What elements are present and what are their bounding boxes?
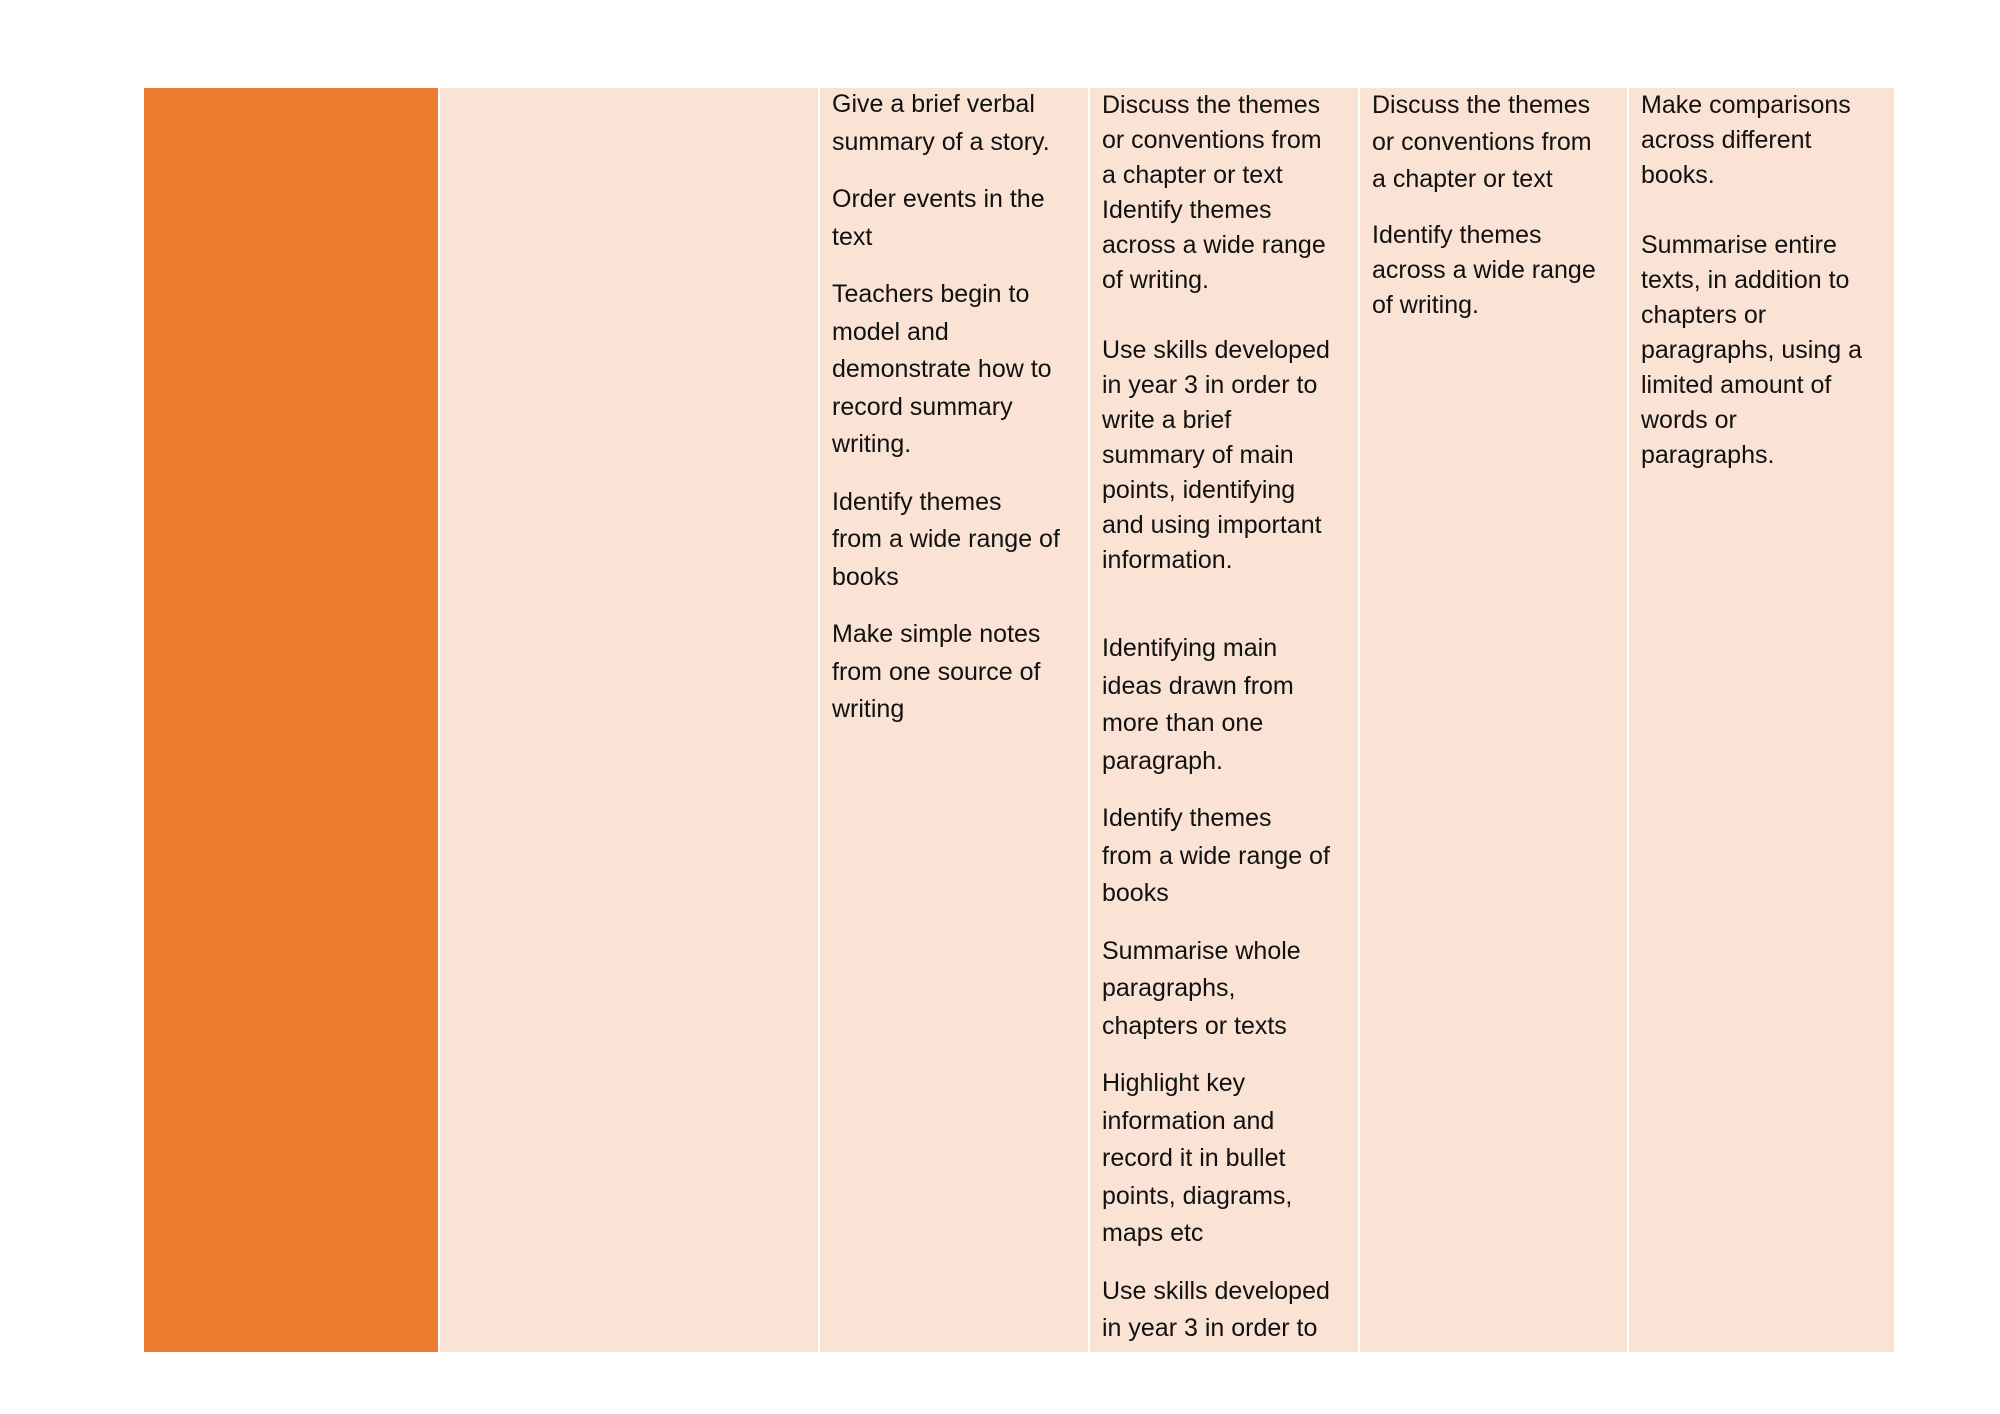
year-3-cell [818,88,1088,1352]
col4-item-1: Discuss the themes or conventions from a chapter or text Identify themes across a wide range of writing. [1102,91,1326,294]
col6-item-1: Make comparisons across different books. [1641,91,1851,189]
col4-item-4: Identify themes from a wide range of books [1102,804,1330,907]
col5-item-2: Identify themes across a wide range of writing. [1372,221,1596,319]
col3-item-1: Give a brief verbal summary of a story. [832,90,1050,156]
year-5-cell [1358,88,1627,1352]
col4-item-5: Summarise whole paragraphs, chapters or texts [1102,936,1301,1040]
curriculum-table [144,88,1894,1352]
empty-cell [438,88,818,1352]
col4-item-3: Identifying main ideas drawn from more than one paragraph. [1102,634,1294,775]
col5-item-1: Discuss the themes or conventions from a chapter or text [1372,91,1592,193]
col4-item-6: Highlight key information and record it in bullet points, diagrams, maps etc [1102,1069,1293,1247]
year-6-cell [1627,88,1894,1352]
col3-item-5: Make simple notes from one source of writing [832,620,1041,723]
row-header-cell [144,88,438,1352]
col4-item-2: Use skills developed in year 3 in order to write a brief summary of main points, identifying and using important information. [1102,336,1330,574]
col3-item-4: Identify themes from a wide range of books [832,487,1060,591]
col3-item-3: Teachers begin to model and demonstrate how to record summary writing. [832,280,1052,458]
col4-item-7: Use skills developed in year 3 in order to [1102,1276,1330,1342]
col6-item-2: Summarise entire texts, in addition to chapters or paragraphs, using a limited amount of words or paragraphs. [1641,231,1862,469]
col3-item-2: Order events in the text [832,185,1045,251]
year-4-cell [1088,88,1358,1352]
